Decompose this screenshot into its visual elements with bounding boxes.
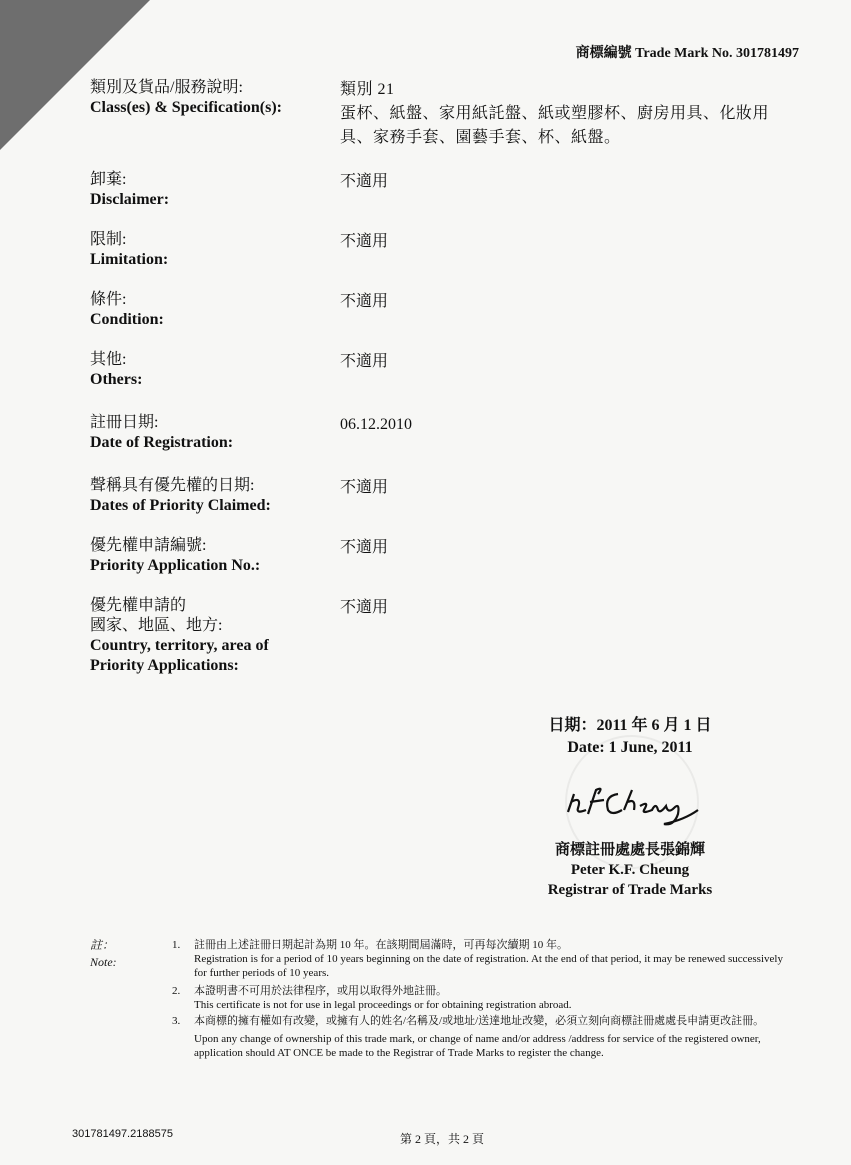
limitation-value: 不適用 — [340, 233, 389, 250]
priority-dates-label-en: Dates of Priority Claimed: — [90, 497, 271, 514]
disclaimer-label-zh: 卸棄: — [90, 171, 127, 188]
priority-dates-label-zh: 聲稱具有優先權的日期: — [90, 477, 255, 494]
others-label-en: Others: — [90, 371, 143, 388]
class-label-zh: 類別及貨品/服務說明: — [90, 79, 243, 96]
class-value-line2: 蛋杯、紙盤、家用紙託盤、紙或塑膠杯、廚房用具、化妝用具、家務手套、園藝手套、杯、紙盤。 — [340, 105, 770, 146]
note-text-zh: 本證明書不可用於法律程序，或用以取得外地註冊。 — [194, 985, 447, 997]
note-number: 3. — [172, 1015, 181, 1027]
priority-app-no-label-zh: 優先權申請編號: — [90, 537, 207, 554]
registration-date-label-en: Date of Registration: — [90, 434, 234, 451]
registration-date-label-zh: 註冊日期: — [90, 414, 159, 431]
others-value: 不適用 — [340, 353, 389, 370]
condition-label-en: Condition: — [90, 311, 164, 328]
registrar-name-en: Peter K.F. Cheung — [570, 862, 690, 878]
notes-label — [90, 937, 117, 971]
priority-country-label-en-1: Country, territory, area of — [90, 637, 269, 654]
issue-date-zh: 日期：2011 年 6 月 1 日 — [548, 717, 712, 734]
others-label-zh: 其他: — [90, 351, 127, 368]
notes-label-en: Note: — [90, 955, 117, 969]
class-value — [340, 78, 800, 150]
page-number: 第 2 頁，共 2 頁 — [400, 1132, 485, 1146]
note-text-zh: 註冊由上述註冊日期起計為期 10 年。在該期間屆滿時，可再每次續期 10 年。 — [194, 939, 568, 951]
note-number: 2. — [172, 985, 181, 997]
note-item-2 — [172, 984, 792, 1014]
disclaimer-label-en: Disclaimer: — [90, 191, 170, 208]
class-label — [90, 78, 330, 118]
priority-country-label-zh-2: 國家、地區、地方: — [90, 617, 223, 634]
priority-country-label-en-2: Priority Applications: — [90, 657, 239, 674]
note-item-3 — [172, 1014, 792, 1076]
priority-country-label-zh-1: 優先權申請的 — [90, 597, 187, 614]
note-text-en: Registration is for a period of 10 years beginning on the date of registration. At the end of that period, it may be renewed successively for further periods of 10 years. — [194, 953, 783, 979]
class-label-en: Class(es) & Specification(s): — [90, 99, 282, 116]
note-text-zh: 本商標的擁有權如有改變，或擁有人的姓名/名稱及/或地址/送達地址改變，必須立刻向商標註冊處處長申請更改註冊。 — [194, 1015, 765, 1027]
limitation-label-zh: 限制: — [90, 231, 127, 248]
issue-date — [540, 715, 720, 759]
limitation-label-en: Limitation: — [90, 251, 169, 268]
notes-label-zh: 註： — [90, 938, 115, 952]
class-value-line1: 類別 21 — [340, 81, 395, 98]
registrar-signature — [560, 780, 710, 830]
registrar-title: Registrar of Trade Marks — [547, 882, 713, 898]
registrar-block — [530, 840, 730, 900]
priority-dates-value: 不適用 — [340, 479, 389, 496]
trade-mark-number: 商標編號 Trade Mark No. 301781497 — [575, 46, 799, 61]
disclaimer-value: 不適用 — [340, 173, 389, 190]
condition-value: 不適用 — [340, 293, 389, 310]
priority-app-no-label-en: Priority Application No.: — [90, 557, 261, 574]
registration-date-value: 06.12.2010 — [340, 416, 412, 433]
condition-label-zh: 條件: — [90, 291, 127, 308]
note-number: 1. — [172, 939, 181, 951]
priority-country-value: 不適用 — [340, 599, 389, 616]
priority-app-no-value: 不適用 — [340, 539, 389, 556]
note-item-1 — [172, 938, 792, 986]
note-text-en: This certificate is not for use in legal proceedings or for obtaining registration abroad. — [194, 999, 572, 1011]
note-text-en: Upon any change of ownership of this trade mark, or change of name and/or address /address for service of the registered owner, application should AT ONCE be made to the Registrar of Trade Marks to register the change. — [194, 1033, 761, 1059]
registrar-name-zh: 商標註冊處處長張錦輝 — [554, 842, 705, 858]
document-reference: 301781497.2188575 — [72, 1128, 173, 1140]
issue-date-en: Date: 1 June, 2011 — [567, 739, 693, 756]
page-corner-fold — [0, 0, 150, 150]
